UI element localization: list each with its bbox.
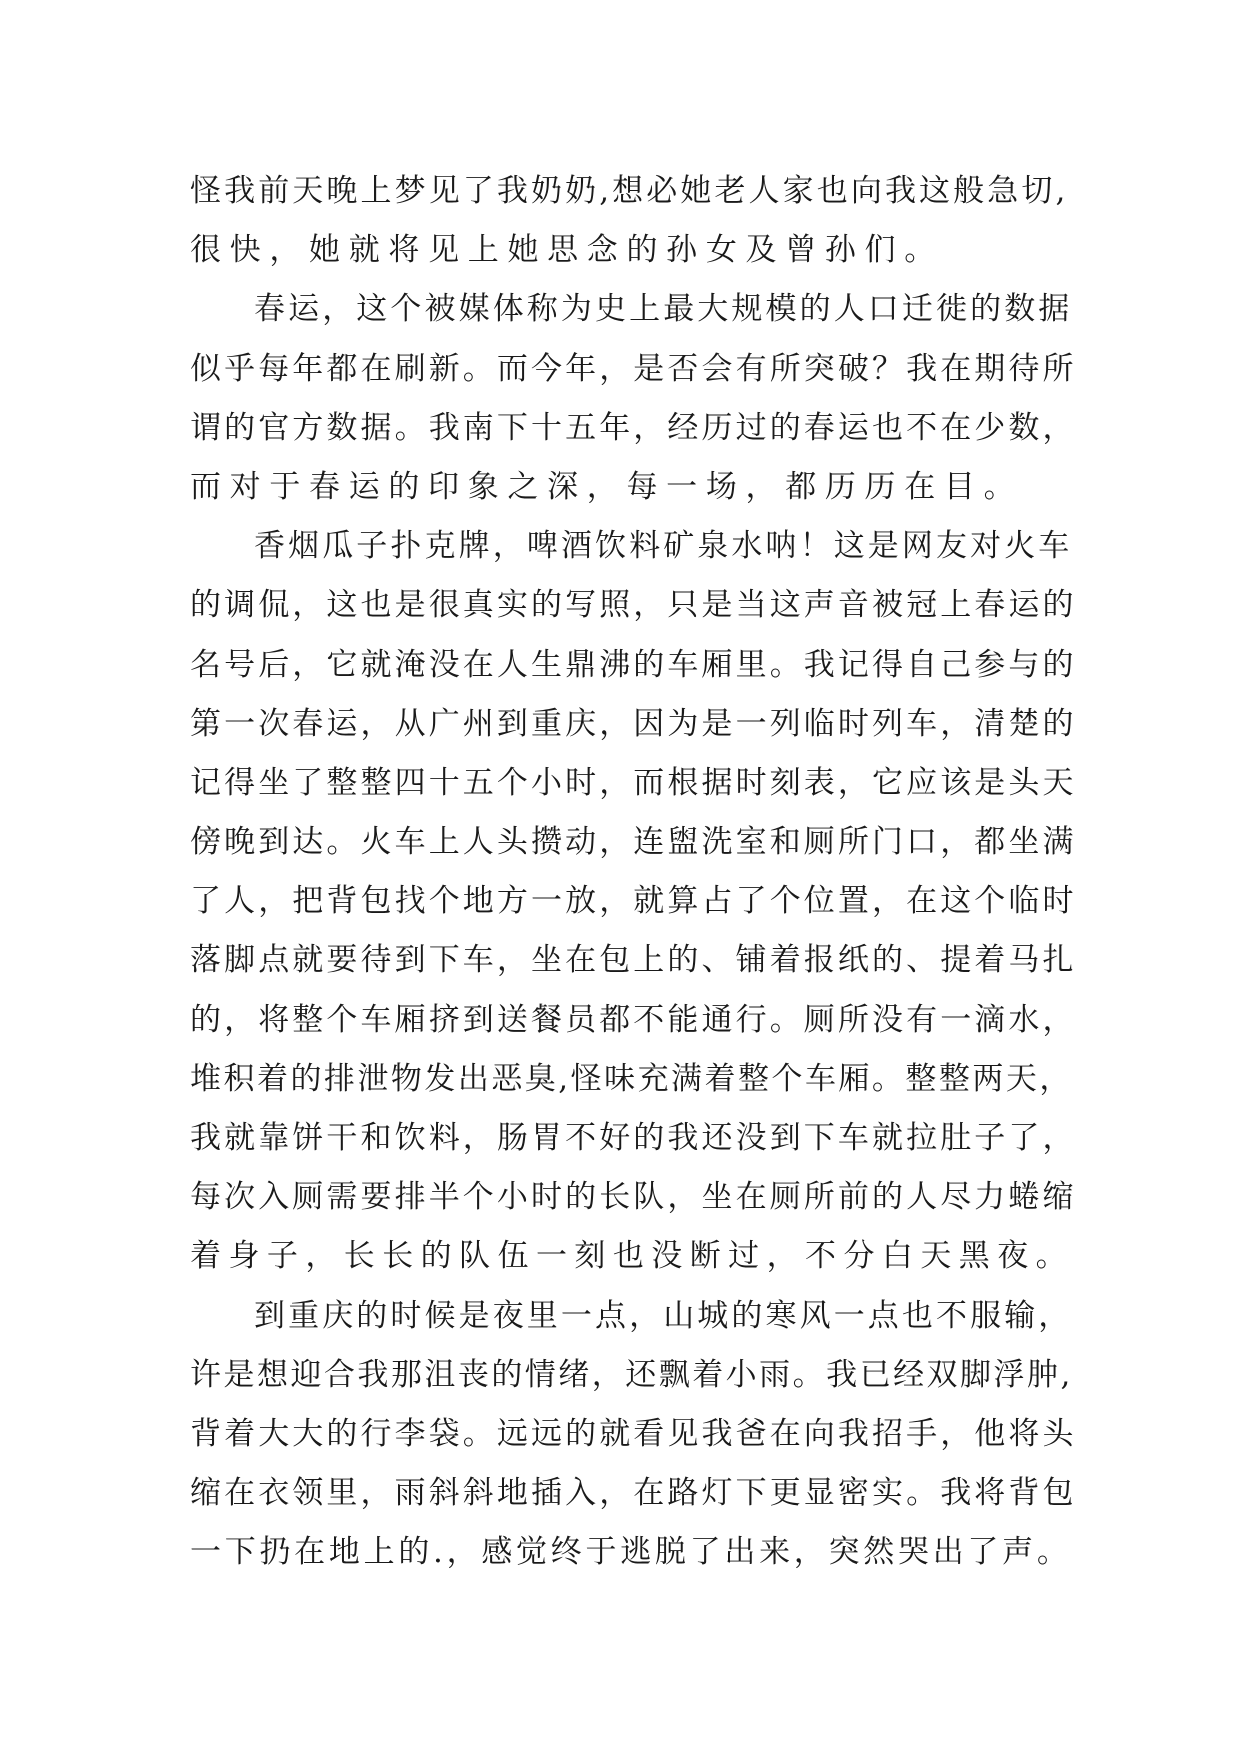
text-line: 名号后，它就淹没在人生鼎沸的车厢里。我记得自己参与的 <box>190 646 1077 683</box>
text-line: 而对于春运的印象之深，每一场，都历历在目。 <box>190 468 1024 505</box>
text-line: 很快，她就将见上她思念的孙女及曾孙们。 <box>190 232 944 269</box>
text-line: 谓的官方数据。我南下十五年，经历过的春运也不在少数， <box>190 409 1077 446</box>
text-line: 背着大大的行李袋。远远的就看见我爸在向我招手，他将头 <box>190 1415 1077 1452</box>
text-line: 了人，把背包找个地方一放，就算占了个位置，在这个临时 <box>190 883 1077 920</box>
text-line: 的调侃，这也是很真实的写照，只是当这声音被冠上春运的 <box>190 587 1077 624</box>
text-line: 春运，这个被媒体称为史上最大规模的人口迁徙的数据 <box>254 291 1073 328</box>
text-line: 傍晚到达。火车上人头攒动，连盥洗室和厕所门口，都坐满 <box>190 824 1077 861</box>
text-line: 第一次春运，从广州到重庆，因为是一列临时列车，清楚的 <box>190 705 1077 742</box>
paragraph <box>190 1287 1080 1583</box>
text-line: 许是想迎合我那沮丧的情绪，还飘着小雨。我已经双脚浮肿, <box>190 1356 1073 1393</box>
text-line: 香烟瓜子扑克牌，啤酒饮料矿泉水呐！这是网友对火车 <box>254 528 1073 565</box>
text-line: 到重庆的时候是夜里一点，山城的寒风一点也不服输， <box>254 1297 1073 1334</box>
text-line: 一下扔在地上的.，感觉终于逃脱了出来，突然哭出了声。 <box>190 1534 1072 1571</box>
paragraph <box>190 162 1080 280</box>
text-line: 落脚点就要待到下车，坐在包上的、铺着报纸的、提着马扎 <box>190 942 1077 979</box>
text-line: 的，将整个车厢挤到送餐员都不能通行。厕所没有一滴水， <box>190 1001 1077 1038</box>
text-line: 着身子，长长的队伍一刻也没断过，不分白天黑夜。 <box>190 1238 1075 1275</box>
text-line: 我就靠饼干和饮料，肠胃不好的我还没到下车就拉肚子了， <box>190 1120 1077 1156</box>
text-line: 似乎每年都在刷新。而今年，是否会有所突破？我在期待所 <box>190 350 1077 387</box>
text-line: 缩在衣领里，雨斜斜地插入，在路灯下更显密实。我将背包 <box>190 1475 1077 1512</box>
text-line: 堆积着的排泄物发出恶臭,怪味充满着整个车厢。整整两天， <box>190 1060 1073 1097</box>
text-line: 记得坐了整整四十五个小时，而根据时刻表，它应该是头天 <box>190 764 1077 801</box>
article-body <box>190 162 1080 1583</box>
paragraph <box>190 280 1080 517</box>
paragraph <box>190 517 1080 1286</box>
text-line: 怪我前天晚上梦见了我奶奶,想必她老人家也向我这般急切, <box>190 173 1069 209</box>
text-line: 每次入厕需要排半个小时的长队，坐在厕所前的人尽力蜷缩 <box>190 1179 1077 1216</box>
